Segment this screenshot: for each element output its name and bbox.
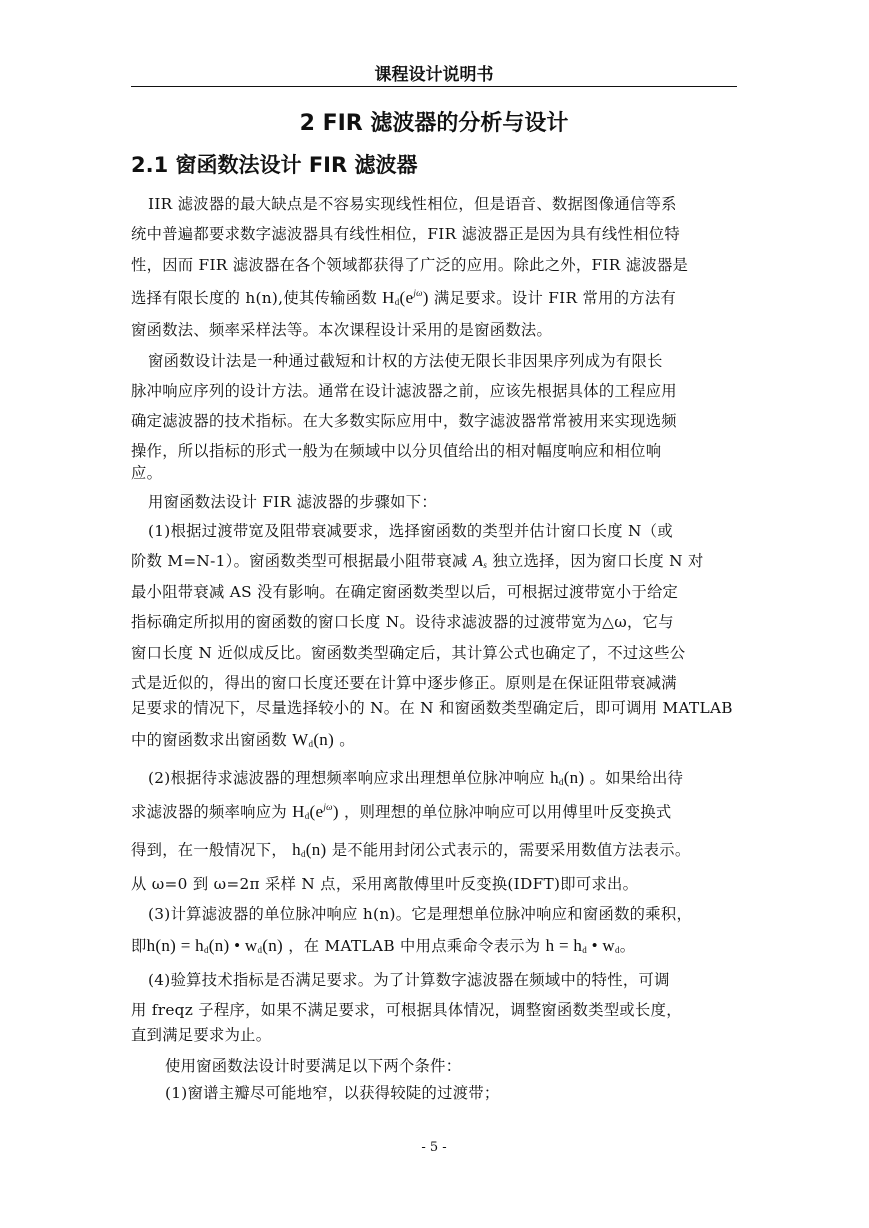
step2-line-1 xyxy=(148,766,754,788)
step1-line-2 xyxy=(131,549,737,571)
formula-Wd-n: $W_d(n)$ xyxy=(292,730,335,749)
step2-line-3-text-b: 是不能用封闭公式表示的，需要采用数值方法表示。 xyxy=(331,841,691,859)
step1-line-2-text-a: 阶数 M=N-1）。窗函数类型可根据最小阻带衰减 xyxy=(131,552,468,570)
p2-line-3: 确定滤波器的技术指标。在大多数实际应用中，数字滤波器常常被用来实现选频 xyxy=(131,412,677,430)
step4-line-3: 直到满足要求为止。 xyxy=(131,1026,272,1044)
step1-line-2-text-b: 独立选择，因为窗口长度 N 对 xyxy=(492,552,704,570)
formula-hd-n: $h_d(n)$ xyxy=(550,768,585,787)
p1-line-2: 统中普遍都要求数字滤波器具有线性相位，FIR 滤波器正是因为具有线性相位特 xyxy=(131,225,680,243)
p2-line-5: 应。 xyxy=(131,464,163,482)
header-rule xyxy=(131,86,737,87)
step3-line-2-text-c: 。 xyxy=(619,937,636,955)
step3-line-2-text-b: ，在 MATLAB 中用点乘命令表示为 xyxy=(288,937,541,955)
formula-Hd-ejw: $H_d(e^{j\omega})$ xyxy=(382,288,429,307)
page-number: - 5 - xyxy=(421,1140,447,1155)
step2-line-4: 从 ω=0 到 ω=2π 采样 N 点，采用离散傅里叶反变换(IDFT)即可求出。 xyxy=(131,875,639,893)
p2-line-2: 脉冲响应序列的设计方法。通常在设计滤波器之前，应该先根据具体的工程应用 xyxy=(131,382,677,400)
step1-line-1: (1)根据过渡带宽及阻带衰减要求，选择窗函数的类型并估计窗口长度 N（或 xyxy=(148,522,673,540)
step4-line-1: (4)验算技术指标是否满足要求。为了计算数字滤波器在频域中的特性，可调 xyxy=(148,971,670,989)
step2-line-3 xyxy=(131,838,737,860)
steps-intro: 用窗函数法设计 FIR 滤波器的步骤如下： xyxy=(148,493,437,511)
step2-line-1-text-a: (2)根据待求滤波器的理想频率响应求出理想单位脉冲响应 xyxy=(148,769,545,787)
section-title: 2.1 窗函数法设计 FIR 滤波器 xyxy=(131,153,418,177)
p1-line-4-text-b: 满足要求。设计 FIR 常用的方法有 xyxy=(433,289,677,307)
p1-line-3: 性，因而 FIR 滤波器在各个领域都获得了广泛的应用。除此之外，FIR 滤波器是 xyxy=(131,256,689,274)
step1-line-4: 指标确定所拟用的窗函数的窗口长度 N。设待求滤波器的过渡带宽为△ω，它与 xyxy=(131,613,674,631)
formula-h-product: $h(n) = h_d(n)$ • $w_d(n)$ xyxy=(146,936,284,955)
conditions-intro: 使用窗函数法设计时要满足以下两个条件： xyxy=(165,1057,462,1075)
p1-line-5: 窗函数法、频率采样法等。本次课程设计采用的是窗函数法。 xyxy=(131,321,553,339)
condition-1: (1)窗谱主瓣尽可能地窄，以获得较陡的过渡带； xyxy=(165,1084,500,1102)
p1-line-4 xyxy=(131,286,737,308)
step1-line-5: 窗口长度 N 近似成反比。窗函数类型确定后，其计算公式也确定了，不过这些公 xyxy=(131,644,686,662)
step1-line-6: 式是近似的，得出的窗口长度还要在计算中逐步修正。原则是在保证阻带衰减满 xyxy=(131,674,677,692)
step2-line-3-text-a: 得到，在一般情况下， xyxy=(131,841,287,859)
step2-line-1-text-b: 。如果给出待 xyxy=(589,769,684,787)
formula-As: $A_s$ xyxy=(472,551,488,570)
page-header: 课程设计说明书 xyxy=(374,65,494,85)
step3-line-2 xyxy=(131,934,737,956)
step2-line-2-text-a: 求滤波器的频率响应为 xyxy=(131,803,287,821)
formula-h-dot-product: $h = h_d$ • $w_d$ xyxy=(545,936,620,955)
p2-line-1: 窗函数设计法是一种通过截短和计权的方法使无限长非因果序列成为有限长 xyxy=(148,352,663,370)
step1-line-7: 足要求的情况下，尽量选择较小的 N。在 N 和窗函数类型确定后，即可调用 MATLAB xyxy=(131,699,733,717)
step2-line-2-text-b: ，则理想的单位脉冲响应可以用傅里叶反变换式 xyxy=(343,803,672,821)
p2-line-4: 操作，所以指标的形式一般为在频域中以分贝值给出的相对幅度响应和相位响 xyxy=(131,442,662,460)
chapter-title: 2 FIR 滤波器的分析与设计 xyxy=(299,111,569,136)
step1-line-8-text-a: 中的窗函数求出窗函数 xyxy=(131,731,287,749)
step3-line-1: (3)计算滤波器的单位脉冲响应 h(n)。它是理想单位脉冲响应和窗函数的乘积， xyxy=(148,905,693,923)
step2-line-2 xyxy=(131,800,737,822)
p1-line-1: IIR 滤波器的最大缺点是不容易实现线性相位，但是语音、数据图像通信等系 xyxy=(148,195,677,213)
step1-line-8-text-b: 。 xyxy=(339,731,355,749)
step1-line-3: 最小阻带衰减 AS 没有影响。在确定窗函数类型以后，可根据过渡带宽小于给定 xyxy=(131,583,679,601)
step4-line-2: 用 freqz 子程序，如果不满足要求，可根据具体情况，调整窗函数类型或长度， xyxy=(131,1001,682,1019)
step3-line-2-text-a: 即 xyxy=(131,937,147,955)
formula-hd-n-2: $h_d(n)$ xyxy=(292,840,327,859)
step1-line-8 xyxy=(131,728,737,750)
formula-Hd-ejw-2: $H_d(e^{j\omega})$ xyxy=(292,802,339,821)
p1-line-4-text-a: 选择有限长度的 h(n),使其传输函数 xyxy=(131,289,377,307)
